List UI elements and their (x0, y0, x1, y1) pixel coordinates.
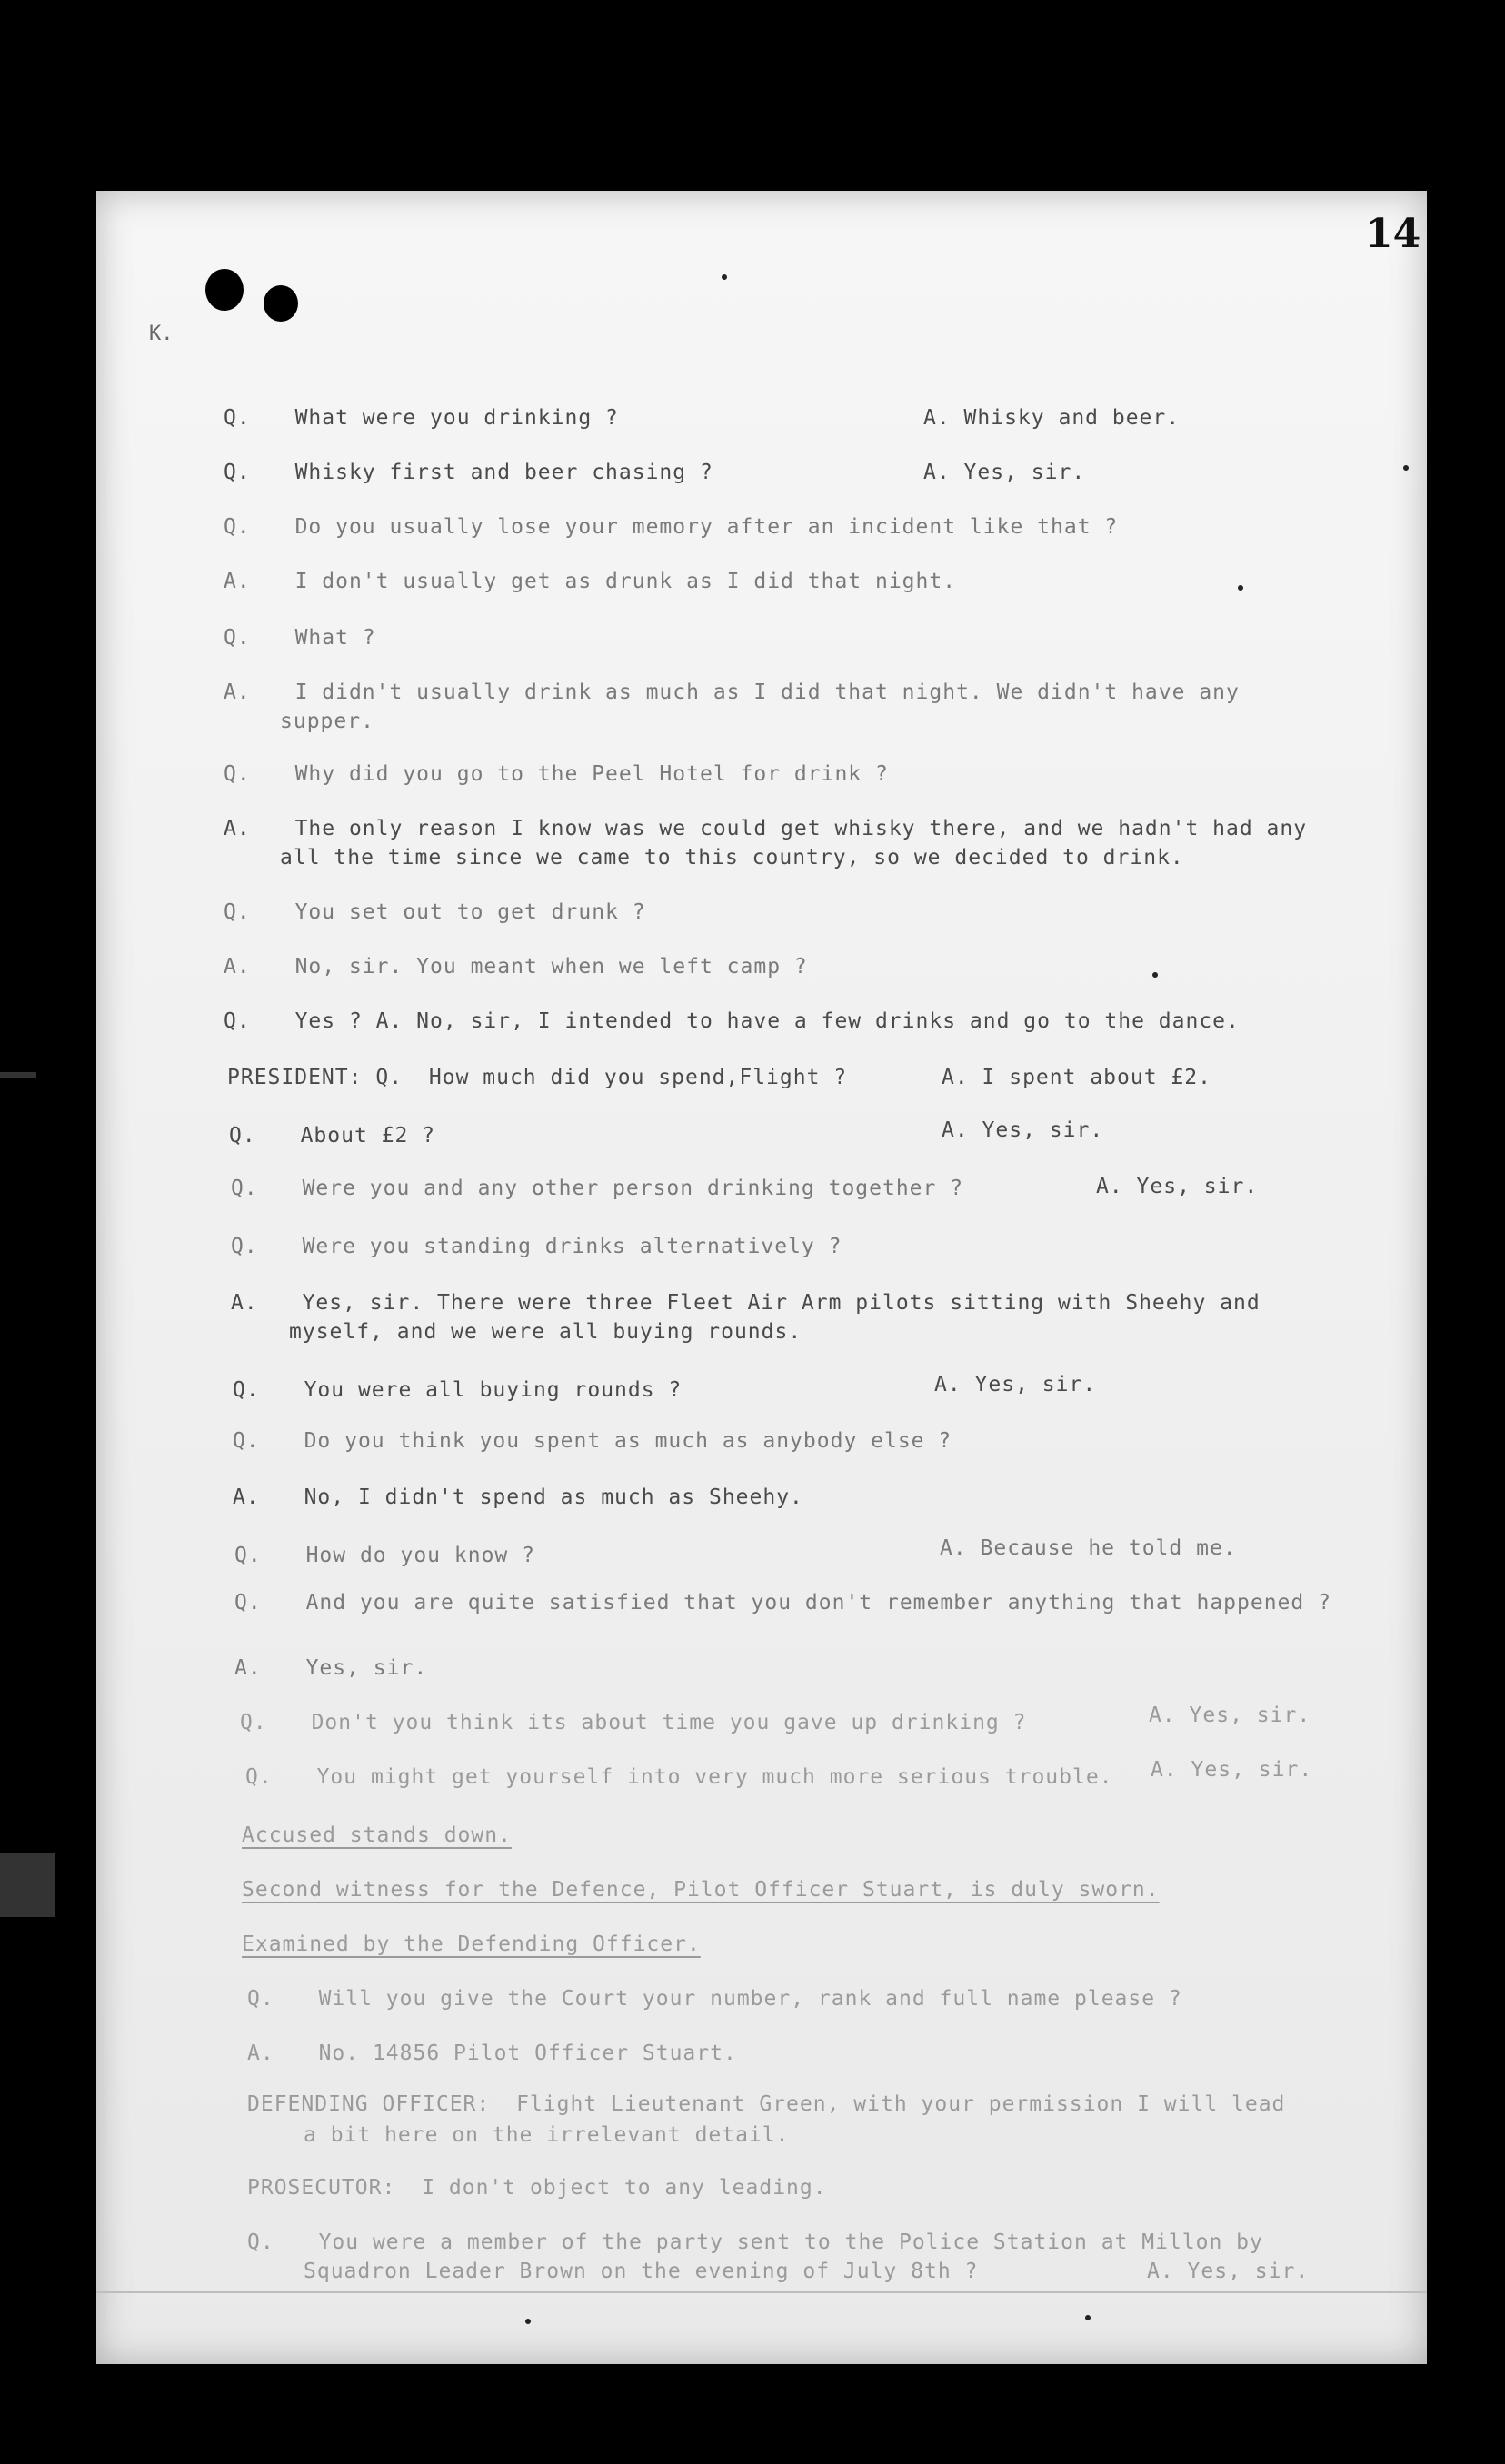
transcript-answer: A. I spent about £2. (942, 1066, 1211, 1089)
ink-blot (205, 269, 244, 311)
transcript-line: Q. Yes ? A. No, sir, I intended to have a few drinks and go to the dance. (224, 1009, 1240, 1033)
speck (1238, 585, 1243, 591)
transcript-answer: A. Because he told me. (940, 1536, 1237, 1560)
transcript-line: A. Yes, sir. (234, 1656, 428, 1680)
transcript-line: Q. You were a member of the party sent to the Police Station at Millon by (247, 2231, 1263, 2254)
transcript-line: A. I didn't usually drink as much as I did that night. We didn't have any (224, 681, 1240, 704)
transcript-line-cont: Squadron Leader Brown on the evening of July 8th ? (304, 2260, 979, 2283)
transcript-line: Q. Were you and any other person drinking together ? (231, 1177, 964, 1200)
transcript-line: Q. Whisky first and beer chasing ? (224, 461, 713, 484)
transcript-line: A. No. 14856 Pilot Officer Stuart. (247, 2042, 737, 2065)
speck (1085, 2315, 1091, 2320)
transcript-line-cont: all the time since we came to this country, so we decided to drink. (280, 846, 1184, 869)
section-heading: Accused stands down. (242, 1823, 512, 1847)
film-edge-mark (0, 1853, 55, 1917)
transcript-line: A. I don't usually get as drunk as I did that night. (224, 570, 957, 593)
speck (1403, 465, 1409, 471)
transcript-line: Q. And you are quite satisfied that you don't remember anything that happened ? (234, 1591, 1331, 1615)
transcript-answer: A. Yes, sir. (1147, 2260, 1310, 2283)
transcript-line: PROSECUTOR: I don't object to any leading. (247, 2176, 827, 2200)
transcript-line: PRESIDENT: Q. How much did you spend,Flight ? (227, 1066, 848, 1089)
transcript-answer: A. Yes, sir. (1149, 1704, 1311, 1727)
transcript-line: Q. Don't you think its about time you gave up drinking ? (240, 1711, 1027, 1734)
transcript-line: DEFENDING OFFICER: Flight Lieutenant Green, with your permission I will lead (247, 2092, 1286, 2116)
transcript-line: Q. What were you drinking ? (224, 406, 619, 430)
section-heading: Second witness for the Defence, Pilot Officer Stuart, is duly sworn. (242, 1878, 1160, 1902)
section-heading: Examined by the Defending Officer. (242, 1932, 701, 1956)
margin-mark: K. (149, 323, 174, 345)
transcript-line: Q. Will you give the Court your number, rank and full name please ? (247, 1987, 1182, 2011)
transcript-line-cont: myself, and we were all buying rounds. (289, 1320, 802, 1344)
transcript-line-cont: a bit here on the irrelevant detail. (304, 2123, 790, 2147)
transcript-answer: A. Yes, sir. (942, 1118, 1104, 1142)
transcript-line: Q. You might get yourself into very much more serious trouble. (245, 1765, 1113, 1789)
transcript-answer: A. Yes, sir. (1096, 1175, 1259, 1198)
transcript-line-cont: supper. (280, 710, 374, 733)
transcript-line: Q. Do you think you spent as much as anybody else ? (233, 1429, 952, 1453)
transcript-line: A. No, sir. You meant when we left camp ? (224, 955, 808, 979)
page-number: 14 (1365, 211, 1421, 257)
transcript-line: Q. How do you know ? (234, 1544, 535, 1567)
transcript-line: A. No, I didn't spend as much as Sheehy. (233, 1485, 803, 1509)
ink-blot (264, 285, 298, 322)
transcript-line: Q. Do you usually lose your memory after an incident like that ? (224, 515, 1119, 539)
transcript-answer: A. Whisky and beer. (923, 406, 1181, 430)
transcript-answer: A. Yes, sir. (1151, 1758, 1313, 1782)
transcript-line: Q. You set out to get drunk ? (224, 900, 646, 924)
transcript-line: Q. What ? (224, 626, 376, 650)
film-edge-mark (0, 1072, 36, 1078)
speck (722, 274, 727, 280)
transcript-line: Q. About £2 ? (229, 1124, 436, 1148)
page-bottom-rule (96, 2291, 1427, 2293)
speck (525, 2319, 531, 2324)
speck (1152, 972, 1158, 978)
transcript-answer: A. Yes, sir. (934, 1373, 1097, 1396)
transcript-line: A. Yes, sir. There were three Fleet Air Arm pilots sitting with Sheehy and (231, 1291, 1261, 1315)
transcript-line: Q. Why did you go to the Peel Hotel for drink ? (224, 762, 889, 786)
transcript-line: Q. Were you standing drinks alternatively ? (231, 1235, 842, 1258)
transcript-answer: A. Yes, sir. (923, 461, 1086, 484)
transcript-line: A. The only reason I know was we could get whisky there, and we hadn't had any (224, 817, 1308, 840)
transcript-line: Q. You were all buying rounds ? (233, 1378, 683, 1402)
